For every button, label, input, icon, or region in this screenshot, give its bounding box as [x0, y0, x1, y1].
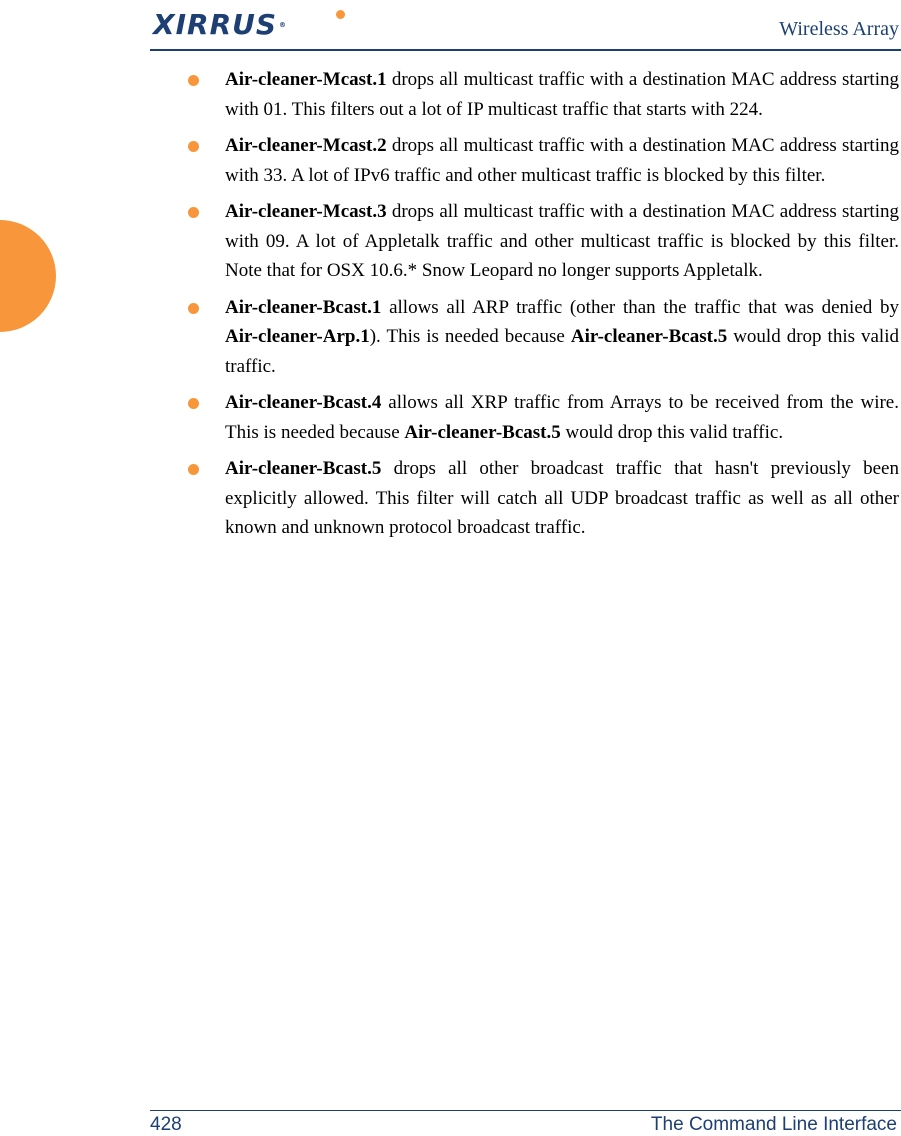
list-item — [188, 131, 899, 190]
filter-term: Air-cleaner-Mcast.3 — [225, 201, 387, 222]
logo-text: XIRRUS — [153, 8, 278, 41]
filter-description: drops all other broadcast traffic that hasn't previously been explicitly allowed. This filter will catch all UDP broadcast traffic as well as all other known and unknown protocol broadcast traffic. — [225, 458, 899, 538]
bullet-icon — [188, 464, 199, 475]
filter-reference: Air-cleaner-Arp.1 — [225, 326, 370, 347]
filter-description: allows all XRP traffic from Arrays to be received from the wire. This is needed because — [225, 392, 899, 443]
header-title: Wireless Array — [779, 18, 899, 40]
bullet-icon — [188, 75, 199, 86]
list-item — [188, 293, 899, 382]
bullet-icon — [188, 141, 199, 152]
xirrus-logo — [153, 4, 287, 40]
filter-description: allows all ARP traffic (other than the traffic that was denied by — [381, 296, 899, 318]
bullet-list — [188, 65, 899, 550]
side-tab-marker — [0, 220, 56, 332]
filter-description: would drop this valid traffic. — [560, 421, 784, 443]
filter-term: Air-cleaner-Mcast.2 — [225, 135, 387, 156]
filter-reference: Air-cleaner-Bcast.5 — [404, 421, 561, 443]
logo-wordmark — [153, 10, 287, 40]
bullet-icon — [188, 398, 199, 409]
header-divider — [150, 49, 901, 51]
list-item — [188, 197, 899, 286]
page-number: 428 — [150, 1114, 182, 1135]
bullet-icon — [188, 207, 199, 218]
list-item — [188, 388, 899, 447]
filter-term: Air-cleaner-Mcast.1 — [225, 69, 387, 90]
list-item — [188, 65, 899, 124]
footer-title: The Command Line Interface — [650, 1114, 897, 1135]
filter-description: drops all multicast traffic with a destination MAC address starting with 09. A lot of Appletalk traffic and other multicast traffic is blocked by this filter. Note that for OSX 10.6.* Snow Leopard no longer supports Appletalk. — [225, 201, 899, 281]
footer-divider — [150, 1110, 901, 1111]
filter-description: drops all multicast traffic with a destination MAC address starting with 01. This filters out a lot of IP multicast traffic that starts with 224. — [225, 69, 899, 120]
filter-term: Air-cleaner-Bcast.1 — [225, 296, 382, 318]
filter-description: ). This is needed because — [369, 326, 571, 347]
list-item — [188, 454, 899, 543]
filter-reference: Air-cleaner-Bcast.5 — [570, 326, 728, 347]
registered-mark: ® — [279, 21, 288, 29]
bullet-icon — [188, 303, 199, 314]
filter-description: would drop this valid traffic. — [225, 326, 899, 377]
filter-term: Air-cleaner-Bcast.4 — [225, 392, 382, 413]
logo-dot-icon — [336, 10, 345, 19]
filter-description: drops all multicast traffic with a destination MAC address starting with 33. A lot of IPv6 traffic and other multicast traffic is blocked by this filter. — [225, 135, 899, 186]
filter-term: Air-cleaner-Bcast.5 — [225, 458, 382, 479]
